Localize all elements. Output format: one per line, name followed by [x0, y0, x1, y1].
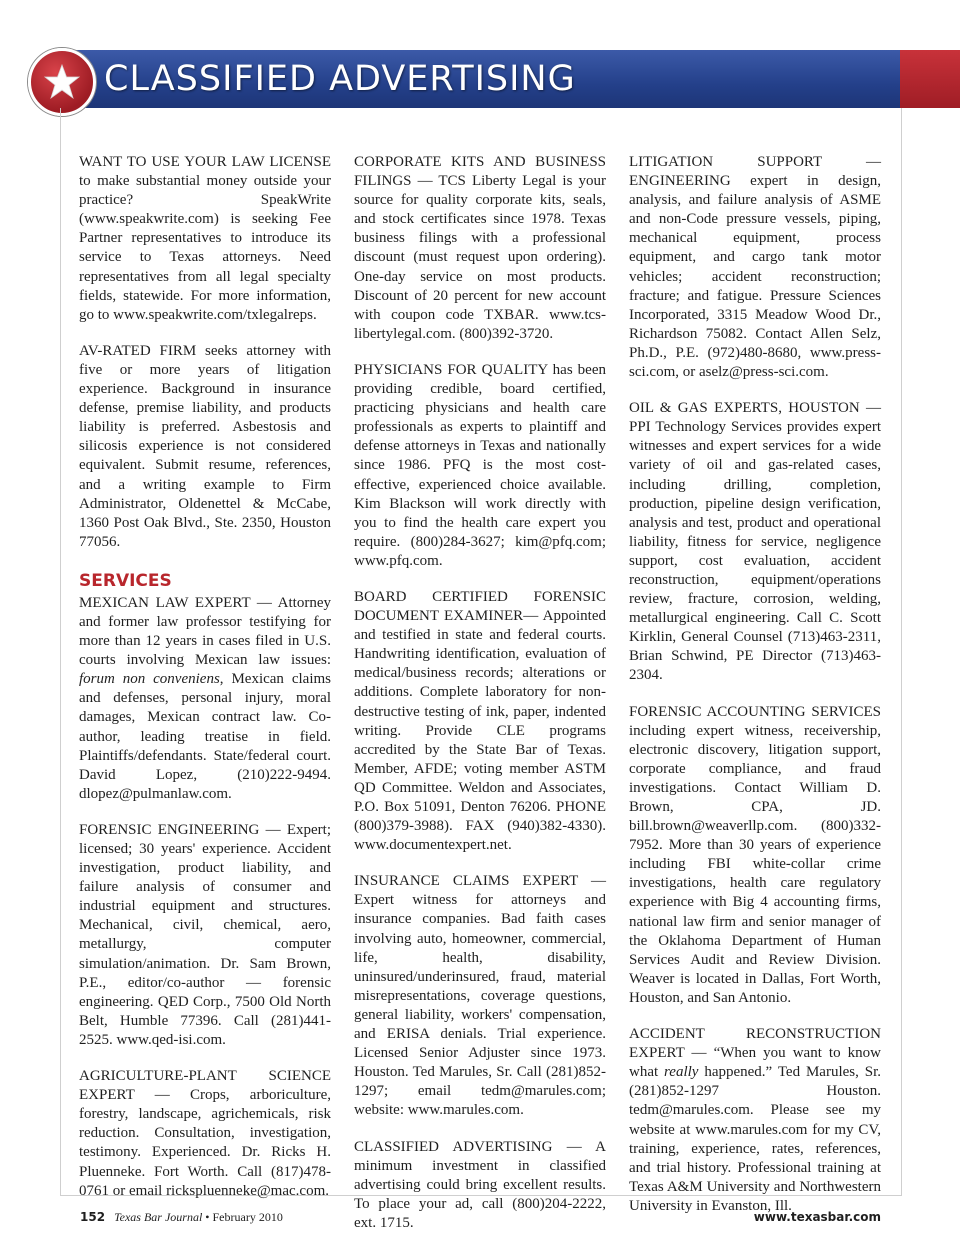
issue-date: February 2010	[212, 1210, 283, 1224]
ad-text: CORPORATE KITS AND BUSINESS FILINGS — TCS Liberty Legal is your source for quality corporate kits, seals, and stock certificates since 1978. Texas business filings with a professional discount (must request upon ordering). One-day service on most products. Discount of 20 percent for new account with coupon code TXBAR. www.tcs-libertylegal.com. (800)392-3720.	[354, 154, 606, 342]
classified-ad	[354, 588, 606, 855]
classified-ad	[79, 821, 331, 1050]
classified-ad	[79, 342, 331, 552]
ad-text: AV-RATED FIRM seeks attorney with five or more years of litigation experience. Background in insurance defense, premise liability, and products liability is preferred. Asbestosis and silicosis experience is not considered equivalent. Submit resume, references, and a writing example to Firm Administrator, Oldenettel & McCabe, 1360 Post Oak Blvd., Ste. 2350, Houston 77056.	[79, 342, 331, 550]
ad-text-italic: forum non conveniens	[79, 671, 220, 688]
footer-left	[80, 1209, 283, 1225]
section-heading: SERVICES	[79, 570, 172, 591]
ad-text: INSURANCE CLAIMS EXPERT — Expert witness for attorneys and insurance companies. Bad faith cases involving auto, homeowner, commercial, life, health, disability, uninsured/underinsured, fraud, material misrepresentations, coverage questions, general liability, workers' compensation, and ERISA denials. Trial experience. Licensed Senior Adjuster since 1973. Houston. Ted Marules, Sr. Call (281)852-1297; email tedm@marules.com; website: www.marules.com.	[354, 873, 606, 1119]
classified-banner	[0, 50, 960, 108]
classified-ad	[79, 1067, 331, 1201]
column-3	[629, 153, 881, 1233]
column-2	[354, 153, 606, 1250]
star-seal	[28, 48, 96, 116]
ad-text: BOARD CERTIFIED FORENSIC DOCUMENT EXAMINER— Appointed and testified in state and federal courts. Handwriting identification, evaluation of medical/business records; alterations or additions. Complete laboratory for non-destructive testing of ink, paper, indented writing. Provide CLE programs accredited by the State Bar of Texas. Member, AFDE; voting member ASTM QD Committee. Weldon and Associates, P.O. Box 51091, Denton 76206. PHONE (800)379-3988). FAX (940)382-4330). www.documentexpert.net.	[354, 588, 606, 854]
ad-text: ACCIDENT RECONSTRUCTION EXPERT — “When you want to know what	[629, 1026, 881, 1081]
ad-text: , Mexican claims and defenses, personal injury, moral damages, Mexican contract law. Co-author, leading treatise in field. Plaintiffs/defendants. State/federal court. David Lopez, (210)222-9494. dlopez@pulmanlaw.com.	[79, 671, 331, 802]
star-icon	[42, 62, 82, 102]
classified-ad	[629, 399, 881, 685]
classified-ad	[629, 1025, 881, 1216]
classified-ad	[354, 153, 606, 344]
ad-text: LITIGATION SUPPORT — ENGINEERING expert in design, analysis, and failure analysis of ASME and non-Code pressure vessels, piping, mechanical equipment, process equipment, and cargo tank motor vehicles; accident reconstruction; fracture; and fatigue. Pressure Sciences Incorporated, 3315 Meadow Wood Dr., Richardson 75082. Contact Allen Selz, Ph.D., P.E. (972)480-8680, www.press-sci.com, or aselz@press-sci.com.	[629, 154, 881, 381]
ad-text: OIL & GAS EXPERTS, HOUSTON — PPI Technology Services provides expert witnesses and expert services for a wide variety of oil and gas-related cases, including drilling, completion, production, pipeline design verification, analysis and test, product and operational liability, fitness for service, negligence support, cost evaluation, accident reconstruction, equipment/operations review, fracture, corrosion, welding, metallurgical engineering. Call C. Scott Kirklin, General Counsel (713)463-2311, Brian Schwind, PE Director (713)463-2304.	[629, 400, 881, 684]
ad-text: happened.” Ted Marules, Sr. (281)852-1297 Houston. tedm@marules.com. Please see my website at www.marules.com for my CV, training, experience, rates, references, and trial history. Professional training at Texas A&M University and Northwestern University in Evanston, Ill.	[629, 1064, 881, 1214]
ad-text: AGRICULTURE-PLANT SCIENCE EXPERT — Crops, arboriculture, forestry, landscape, agrichemicals, risk reduction. Consultation, investigation, testimony. Experienced. Dr. Ricks H. Pluenneke. Fort Worth. Call (817)478-0761 or email rickspluenneke@mac.com.	[79, 1068, 331, 1199]
page-title: CLASSIFIED ADVERTISING	[104, 59, 576, 99]
website-link[interactable]: www.texasbar.com	[753, 1210, 881, 1224]
classified-ad	[79, 153, 331, 325]
ad-text: CLASSIFIED ADVERTISING — A minimum investment in classified advertising could bring excellent results. To place your ad, call (800)204-2222, ext. 1715.	[354, 1138, 606, 1231]
ad-text: MEXICAN LAW EXPERT — Attorney and former law professor testifying for more than 12 years in cases filed in U.S. courts involving Mexican law issues:	[79, 594, 331, 669]
ad-text-italic: really	[664, 1064, 699, 1081]
ad-text: FORENSIC ACCOUNTING SERVICES including expert witness, receivership, electronic discovery, litigation support, corporate compliance, and fraud investigations. Contact William D. Brown, CPA, JD. bill.brown@weaverllp.com. (800)332-7952. More than 30 years of experience including FBI white-collar crime investigations, health care regulatory experience with Big 4 accounting firms, national law firm and senior manager of the Oklahoma Department of Human Services Audit and Review Division. Weaver is located in Dallas, Fort Worth, Houston, and San Antonio.	[629, 703, 881, 1006]
classified-ad	[79, 594, 331, 804]
classified-ad	[354, 361, 606, 571]
column-1	[79, 153, 331, 1218]
classified-ad	[354, 872, 606, 1120]
publication-name: Texas Bar Journal	[114, 1210, 203, 1224]
footer-separator: •	[205, 1210, 210, 1224]
classified-ad	[354, 1138, 606, 1233]
classified-ad	[629, 703, 881, 1009]
ad-text: FORENSIC ENGINEERING — Expert; licensed; 30 years' experience. Accident investigation, product liability, and failure analysis of consumer and industrial equipment and structures. Mechanical, civil, chemical, aero, metallurgy, computer simulation/animation. Dr. Sam Brown, P.E., editor/co-author — forensic engineering. QED Corp., 7500 Old North Belt, Humble 77396. Call (281)441-2525. www.qed-isi.com.	[79, 821, 331, 1048]
classified-ad	[629, 153, 881, 382]
page-number: 152	[80, 1210, 106, 1224]
banner-red-block	[900, 50, 960, 108]
ad-text: WANT TO USE YOUR LAW LICENSE to make substantial money outside your practice? SpeakWrite (www.speakwrite.com) is seeking Fee Partner representatives to introduce its service to Texas attorneys. Need representatives from all legal specialty fields, statewide. For more information, go to www.speakwrite.com/txlegalreps.	[79, 154, 331, 323]
ad-text: PHYSICIANS FOR QUALITY has been providing credible, board certified, practicing physicians and health care professionals as experts to plaintiff and defense attorneys in Texas and nationally since 1986. PFQ is the most cost-effective, experienced choice available. Kim Blackson will work directly with you to find the health care expert you require. (800)284-3627; kim@pfq.com; www.pfq.com.	[354, 361, 606, 569]
